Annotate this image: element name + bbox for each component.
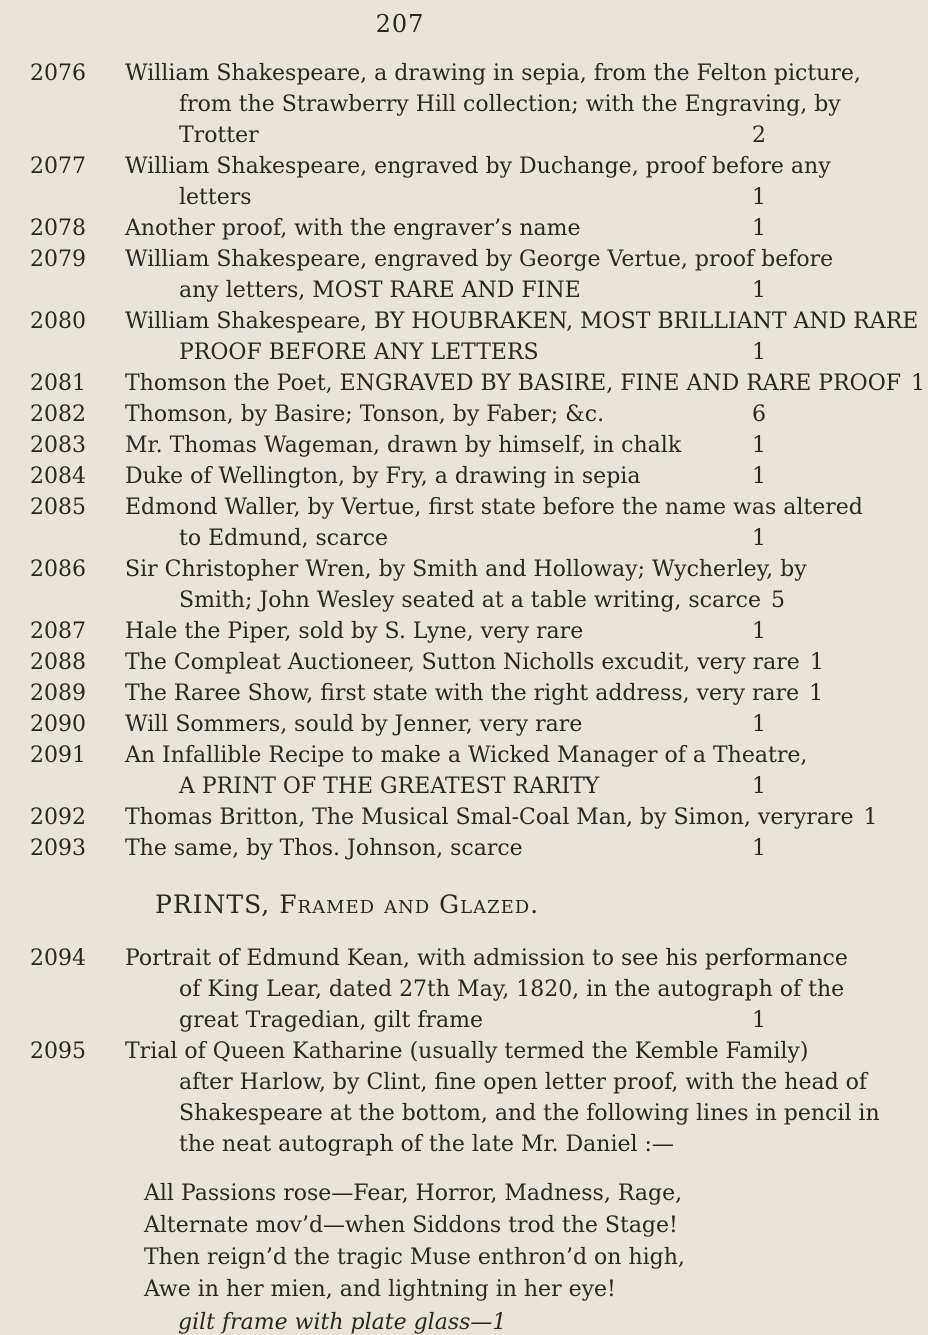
lot-quantity: 1 — [752, 774, 766, 799]
lot-number: 2084 — [30, 464, 86, 489]
lot-quantity: 1 — [752, 433, 766, 458]
lot-quantity: 1 — [809, 681, 824, 706]
lot-description-text: any letters, MOST RARE AND FINE — [179, 278, 581, 303]
lot-quantity — [867, 1067, 877, 1098]
lot-quantity: 1 — [752, 340, 766, 365]
lot-description-line — [125, 368, 926, 399]
lot-entry — [0, 678, 824, 709]
lot-description-line — [125, 771, 766, 802]
lot-number: 2076 — [30, 61, 86, 86]
lot-description-line — [125, 1036, 809, 1067]
lot-description-text: Thomson the Poet, ENGRAVED BY BASIRE, FINE AND RARE PROOF — [125, 371, 902, 396]
lot-quantity: 1 — [809, 650, 824, 675]
lot-quantity: 1 — [752, 526, 766, 551]
lot-quantity: 6 — [752, 402, 766, 427]
lot-number: 2091 — [30, 743, 86, 768]
lot-description-text: Edmond Waller, by Vertue, first state before the name was altered — [125, 495, 863, 520]
lot-number: 2082 — [30, 402, 86, 427]
lot-description-line — [125, 399, 766, 430]
lot-description-text: Trotter — [179, 123, 259, 148]
lot-description-line — [125, 275, 766, 306]
lot-quantity: 1 — [752, 1008, 766, 1033]
verse-line: Alternate mov’d—when Siddons trod the Stage! — [144, 1213, 678, 1238]
lot-number: 2079 — [30, 247, 86, 272]
lot-description-line — [125, 1005, 766, 1036]
lot-quantity: 1 — [752, 836, 766, 861]
lot-description-line — [125, 244, 834, 275]
lot-description-text: letters — [179, 185, 252, 210]
lot-quantity: 2 — [752, 123, 766, 148]
lot-quantity: 1 — [863, 805, 878, 830]
lot-description-line — [125, 337, 766, 368]
lot-quantity — [861, 58, 871, 89]
lot-description-text: William Shakespeare, engraved by Duchange, proof before any — [125, 154, 831, 179]
lot-description-text: Portrait of Edmund Kean, with admission to see his performance — [125, 946, 848, 971]
lot-description-text: Thomas Britton, The Musical Smal-Coal Man, by Simon, veryrare — [125, 805, 854, 830]
lot-description-text: The Compleat Auctioneer, Sutton Nicholls excudit, very rare — [125, 650, 800, 675]
lot-number: 2088 — [30, 650, 86, 675]
lot-quantity — [807, 554, 817, 585]
lot-number: 2081 — [30, 371, 86, 396]
lot-description-text: Trial of Queen Katharine (usually termed the Kemble Family) — [125, 1039, 809, 1064]
lot-entry — [0, 709, 800, 740]
lot-quantity: 1 — [752, 464, 766, 489]
lot-description-line — [125, 430, 766, 461]
lot-quantity: 1 — [752, 278, 766, 303]
lot-quantity: 1 — [752, 216, 766, 241]
lot-description-text: the neat autograph of the late Mr. Daniel :— — [179, 1132, 674, 1157]
lot-description-line — [125, 120, 766, 151]
lot-description-text: Sir Christopher Wren, by Smith and Holloway; Wycherley, by — [125, 557, 807, 582]
verse-line: All Passions rose—Fear, Horror, Madness, Rage, — [144, 1181, 683, 1206]
lot-description-text: A PRINT OF THE GREATEST RARITY — [179, 774, 600, 799]
lot-group-framed-prints — [0, 943, 880, 1160]
lot-entry — [0, 647, 824, 678]
lot-description-text: William Shakespeare, a drawing in sepia, from the Felton picture, — [125, 61, 861, 86]
lot-quantity: 1 — [752, 712, 766, 737]
lot-description-line — [125, 89, 841, 120]
lot-entry — [0, 461, 800, 492]
lot-number: 2093 — [30, 836, 86, 861]
lot-description-text: from the Strawberry Hill collection; with the Engraving, by — [179, 92, 841, 117]
lot-description-line — [125, 678, 824, 709]
lot-description-line — [125, 833, 766, 864]
lot-entry — [0, 554, 807, 616]
lot-list — [0, 58, 926, 1335]
lot-number: 2092 — [30, 805, 86, 830]
lot-entry — [0, 616, 800, 647]
lot-number: 2077 — [30, 154, 86, 179]
lot-entry — [0, 399, 800, 430]
section-heading: PRINTS, Framed and Glazed. — [155, 890, 540, 919]
lot-description-line — [125, 58, 861, 89]
lot-number: 2089 — [30, 681, 86, 706]
lot-quantity: 5 — [770, 588, 785, 613]
lot-description-line — [125, 943, 848, 974]
lot-description-line — [125, 492, 863, 523]
verse-line: Awe in her mien, and lightning in her eye! — [144, 1277, 616, 1302]
lot-description-text: after Harlow, by Clint, fine open letter proof, with the head of — [179, 1070, 868, 1095]
lot-description-text: great Tragedian, gilt frame — [179, 1008, 484, 1033]
lot-number: 2078 — [30, 216, 86, 241]
lot-entry — [0, 151, 831, 213]
lot-description-text: PROOF BEFORE ANY LETTERS — [179, 340, 539, 365]
lot-entry — [0, 368, 926, 399]
lot-description-text: William Shakespeare, engraved by George Vertue, proof before — [125, 247, 834, 272]
lot-description-text: to Edmund, scarce — [179, 526, 389, 551]
lot-description-text: The same, by Thos. Johnson, scarce — [125, 836, 523, 861]
lot-entry — [0, 492, 863, 554]
lot-description-text: Another proof, with the engraver’s name — [125, 216, 581, 241]
lot-description-line — [125, 740, 808, 771]
lot-entry — [0, 802, 878, 833]
lot-description-line — [125, 616, 766, 647]
lot-entry — [0, 306, 919, 368]
lot-description-line — [125, 1067, 868, 1098]
lot-quantity: 1 — [911, 371, 926, 396]
lot-description-line — [125, 647, 824, 678]
lot-description-text: Thomson, by Basire; Tonson, by Faber; &c. — [125, 402, 605, 427]
lot-description-text: Hale the Piper, sold by S. Lyne, very rare — [125, 619, 584, 644]
lot-quantity — [848, 943, 858, 974]
lot-quantity: 1 — [752, 185, 766, 210]
lot-number: 2085 — [30, 495, 86, 520]
lot-number: 2090 — [30, 712, 86, 737]
lot-entry — [0, 213, 800, 244]
lot-entry — [0, 740, 808, 802]
lot-description-line — [125, 802, 878, 833]
page-number: 207 — [375, 10, 425, 38]
lot-quantity: 1 — [752, 619, 766, 644]
lot-description-line — [125, 182, 766, 213]
lot-description-text: Duke of Wellington, by Fry, a drawing in sepia — [125, 464, 641, 489]
lot-quantity — [831, 151, 841, 182]
frame-note: gilt frame with plate glass—1 — [178, 1310, 507, 1335]
lot-number: 2080 — [30, 309, 86, 334]
pencil-verse — [144, 1178, 800, 1306]
lot-quantity — [756, 1129, 766, 1160]
lot-description-text: of King Lear, dated 27th May, 1820, in the autograph of the — [179, 977, 845, 1002]
lot-number: 2094 — [30, 946, 86, 971]
lot-entry — [0, 244, 834, 306]
lot-entry — [0, 943, 848, 1036]
lot-description-text: Smith; John Wesley seated at a table writing, scarce — [179, 588, 761, 613]
lot-number: 2095 — [30, 1039, 86, 1064]
lot-entry — [0, 58, 861, 151]
lot-description-line — [125, 306, 919, 337]
lot-group-portraits — [0, 58, 926, 864]
lot-description-text: Shakespeare at the bottom, and the following lines in pencil in — [179, 1101, 880, 1126]
lot-description-line — [125, 709, 766, 740]
lot-quantity — [808, 1036, 818, 1067]
lot-quantity — [918, 306, 928, 337]
lot-description-line — [125, 1098, 880, 1129]
lot-description-line — [125, 1129, 766, 1160]
lot-entry — [0, 833, 800, 864]
lot-description-text: William Shakespeare, BY HOUBRAKEN, MOST BRILLIANT AND RARE — [125, 309, 919, 334]
lot-number: 2086 — [30, 557, 86, 582]
lot-number: 2083 — [30, 433, 86, 458]
verse-line: Then reign’d the tragic Muse enthron’d on high, — [144, 1245, 685, 1270]
lot-quantity — [841, 89, 851, 120]
lot-description-line — [125, 213, 766, 244]
lot-description-text: Will Sommers, sould by Jenner, very rare — [125, 712, 583, 737]
lot-quantity — [807, 740, 817, 771]
lot-description-line — [125, 461, 766, 492]
lot-description-line — [125, 554, 807, 585]
lot-description-text: Mr. Thomas Wageman, drawn by himself, in chalk — [125, 433, 682, 458]
lot-quantity — [844, 974, 854, 1005]
lot-description-text: An Infallible Recipe to make a Wicked Manager of a Theatre, — [125, 743, 808, 768]
lot-description-line — [125, 585, 785, 616]
lot-description-line — [125, 523, 766, 554]
lot-quantity — [880, 1098, 890, 1129]
lot-description-text: The Raree Show, first state with the right address, very rare — [125, 681, 800, 706]
lot-quantity — [833, 244, 843, 275]
lot-entry — [0, 1036, 880, 1160]
lot-entry — [0, 430, 800, 461]
lot-quantity — [863, 492, 873, 523]
lot-description-line — [125, 151, 831, 182]
lot-number: 2087 — [30, 619, 86, 644]
lot-description-line — [125, 974, 845, 1005]
